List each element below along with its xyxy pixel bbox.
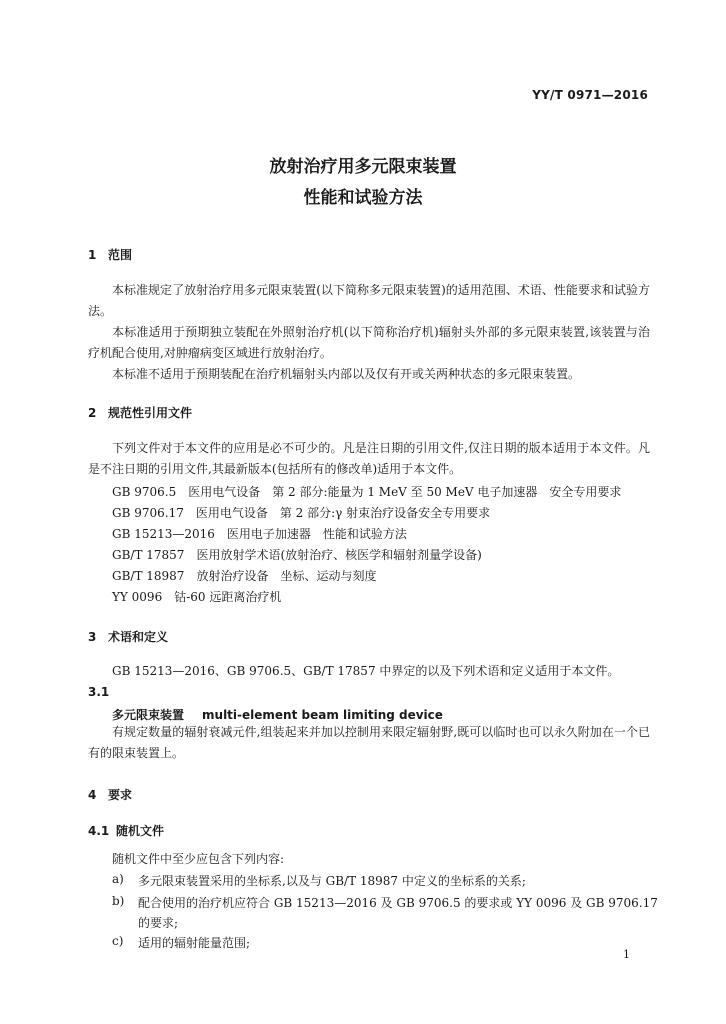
section-1-paragraph-2: 本标准适用于预期独立装配在外照射治疗机(以下简称治疗机)辐射头外部的多元限束装置,该装置与治疗机配合使用,对肿瘤病变区域进行放射治疗。 (88, 325, 650, 360)
section-title: 术语和定义 (108, 630, 169, 644)
document-title-line2: 性能和试验方法 (303, 188, 423, 208)
term-chinese: 多元限束装置 (112, 708, 185, 722)
section-title: 范围 (108, 248, 133, 262)
subsection-title: 随机文件 (116, 824, 165, 838)
list-item-marker: b) (112, 894, 125, 908)
section-4-heading (88, 786, 132, 803)
list-item-text: 配合使用的治疗机应符合 GB 15213—2016 及 GB 9706.5 的要求或 YY 0096 及 GB 9706.17 (138, 896, 658, 910)
section-1-paragraph-3: 本标准不适用于预期装配在治疗机辐射头内部以及仅有开或关两种状态的多元限束装置。 (112, 367, 581, 381)
section-2-intro: 下列文件对于本文件的应用是必不可少的。凡是注日期的引用文件,仅注日期的版本适用于本文件。凡是不注日期的引用文件,其最新版本(包括所有的修改单)适用于本文件。 (88, 441, 650, 476)
reference-item: GB 15213—2016 医用电子加速器 性能和试验方法 (112, 527, 407, 541)
document-title-line1: 放射治疗用多元限束装置 (269, 157, 457, 177)
section-number: 1 (88, 248, 97, 262)
section-3-heading (88, 628, 168, 645)
page-number: 1 (623, 948, 630, 961)
section-title: 规范性引用文件 (108, 406, 193, 420)
term-entry (112, 706, 443, 723)
subsection-number: 4.1 (88, 824, 110, 838)
list-item-text-continued: 的要求; (138, 916, 179, 930)
section-2-heading (88, 404, 192, 421)
term-english: multi-element beam limiting device (202, 708, 443, 722)
section-1-heading (88, 246, 132, 263)
term-definition: 有规定数量的辐射衰减元件,组装起来并加以控制用来限定辐射野,既可以临时也可以永久附加在一个已有的限束装置上。 (88, 725, 650, 760)
section-number: 3 (88, 630, 97, 644)
list-item-text: 适用的辐射能量范围; (138, 936, 251, 950)
reference-item: GB 9706.17 医用电气设备 第 2 部分:γ 射束治疗设备安全专用要求 (112, 506, 491, 520)
subsection-4-1-heading (88, 822, 164, 839)
subsection-number: 3.1 (88, 685, 110, 699)
reference-item: GB 9706.5 医用电气设备 第 2 部分:能量为 1 MeV 至 50 MeV 电子加速器 安全专用要求 (112, 485, 622, 499)
section-3-intro: GB 15213—2016、GB 9706.5、GB/T 17857 中界定的以及下列术语和定义适用于本文件。 (112, 664, 620, 678)
section-1-paragraph-1: 本标准规定了放射治疗用多元限束装置(以下简称多元限束装置)的适用范围、术语、性能要求和试验方法。 (88, 283, 650, 318)
list-item-text: 多元限束装置采用的坐标系,以及与 GB/T 18987 中定义的坐标系的关系; (138, 874, 526, 888)
standard-code: YY/T 0971—2016 (532, 88, 648, 102)
reference-item: GB/T 17857 医用放射学术语(放射治疗、核医学和辐射剂量学设备) (112, 548, 482, 562)
section-number: 2 (88, 406, 97, 420)
reference-item: YY 0096 钴-60 远距离治疗机 (112, 590, 282, 604)
list-item-marker: a) (112, 872, 124, 886)
reference-item: GB/T 18987 放射治疗设备 坐标、运动与刻度 (112, 569, 377, 583)
list-item-marker: c) (112, 934, 124, 948)
subsection-4-1-intro: 随机文件中至少应包含下列内容: (112, 852, 285, 866)
section-title: 要求 (108, 788, 133, 802)
section-number: 4 (88, 788, 97, 802)
